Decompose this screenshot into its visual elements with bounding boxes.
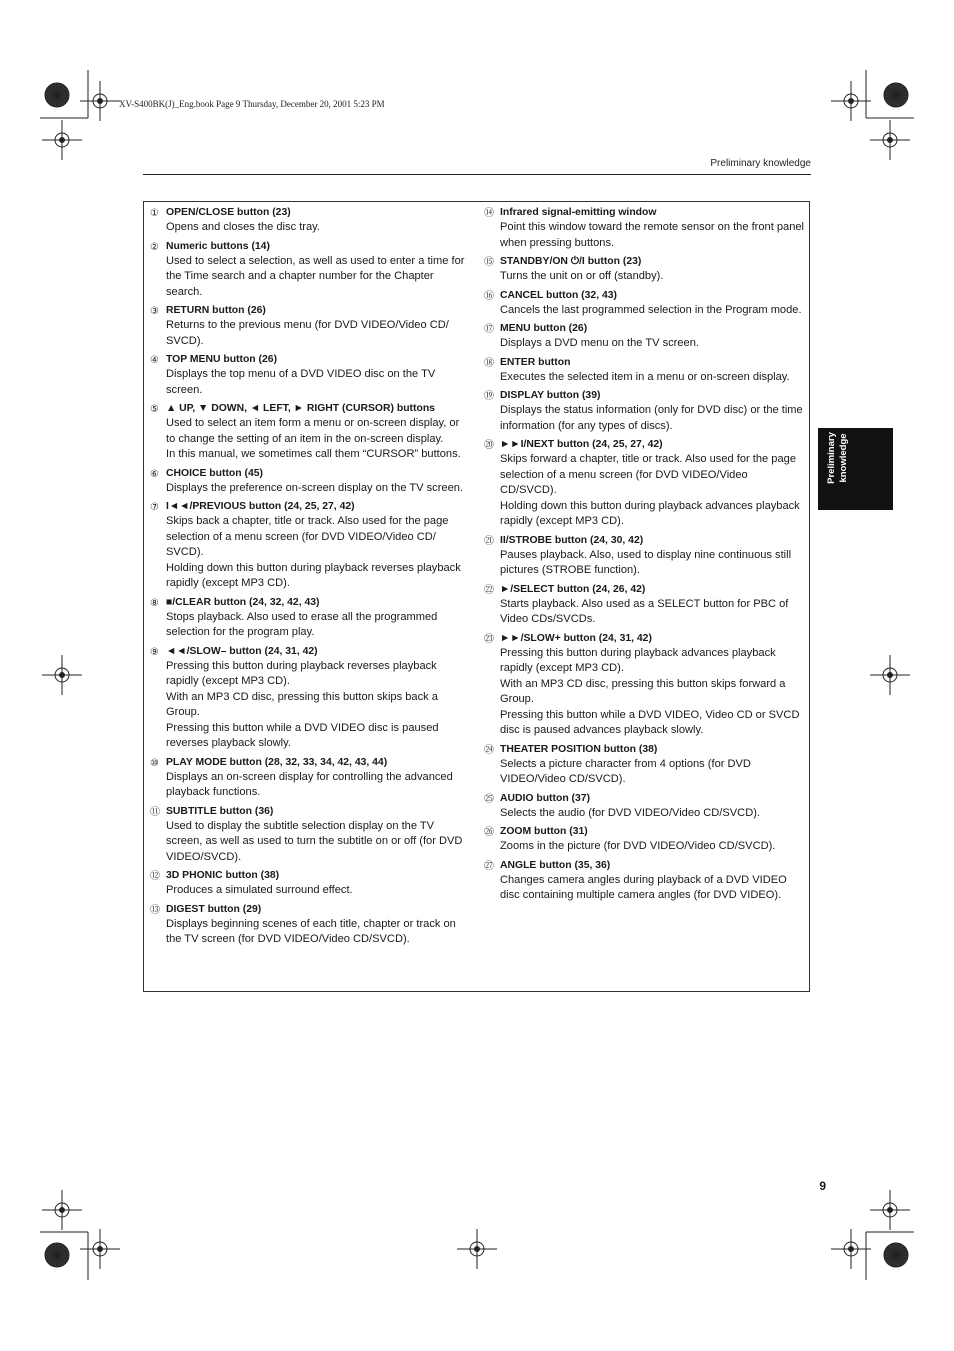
- list-item: [484, 289, 806, 319]
- item-number: ⑦: [150, 502, 159, 513]
- item-description: Pauses playback. Also, used to display nine continuous still pictures (STROBE function).: [500, 548, 792, 576]
- list-item: [150, 240, 470, 301]
- list-item: [150, 645, 470, 752]
- list-item: [150, 805, 470, 866]
- item-description: Displays beginning scenes of each title, chapter or track on the TV screen (for DVD VIDEO/Video CD/SVCD).: [166, 917, 456, 945]
- list-item: [150, 756, 470, 801]
- item-description: Turns the unit on or off (standby).: [500, 270, 664, 282]
- list-item: [484, 322, 806, 352]
- section-side-tab: [818, 428, 893, 510]
- button-descriptions-box: [143, 201, 810, 992]
- list-item: [484, 859, 806, 904]
- item-description: Opens and closes the disc tray.: [166, 221, 320, 233]
- item-description: Pressing this button during playback advances playback rapidly (except MP3 CD). With an MP3 CD disc, pressing this button skips forward a Group. Pressing this button while a DVD VIDEO, Video CD or SVCD disc is paused advances playback slowly.: [500, 646, 800, 736]
- list-item: [150, 206, 470, 236]
- item-title: 3D PHONIC button (38): [166, 870, 280, 881]
- item-title: DIGEST button (29): [166, 903, 262, 915]
- item-number: ⑬: [150, 904, 160, 916]
- list-item: [150, 500, 470, 592]
- item-number: ⑰: [484, 324, 494, 335]
- list-item: [484, 356, 806, 386]
- item-title: Numeric buttons (14): [166, 240, 270, 252]
- list-item: [150, 467, 470, 497]
- item-title: ENTER button: [500, 356, 571, 368]
- item-number: ②: [150, 241, 159, 253]
- item-number: ④: [150, 355, 159, 366]
- item-title: PLAY MODE button (28, 32, 33, 34, 42, 43, 44): [166, 756, 388, 768]
- item-number: ①: [150, 208, 159, 219]
- item-title: ANGLE button (35, 36): [500, 859, 611, 871]
- item-number: ③: [150, 306, 159, 317]
- item-description: Point this window toward the remote sensor on the front panel when pressing buttons.: [500, 221, 805, 249]
- list-item: [150, 402, 470, 463]
- list-item: [484, 632, 806, 739]
- item-number: ㉓: [484, 633, 494, 645]
- list-item: [150, 869, 470, 899]
- item-title: DISPLAY button (39): [500, 390, 601, 401]
- side-tab-line1: Preliminary: [826, 432, 837, 484]
- item-title: OPEN/CLOSE button (23): [166, 207, 291, 218]
- item-title: ►►/SLOW+ button (24, 31, 42): [500, 632, 652, 644]
- item-title: STANDBY/ON ⏻/I button (23): [500, 256, 642, 267]
- item-description: Displays a DVD menu on the TV screen.: [500, 337, 699, 349]
- item-title: TOP MENU button (26): [166, 354, 278, 365]
- item-description: Displays an on-screen display for controlling the advanced playback functions.: [166, 770, 453, 798]
- list-item: [484, 792, 806, 822]
- item-description: Used to display the subtitle selection display on the TV screen, as well as used to turn the subtitle on or off (for DVD VIDEO/SVCD).: [166, 819, 463, 863]
- item-title: ►/SELECT button (24, 26, 42): [500, 583, 646, 595]
- item-description: Skips back a chapter, title or track. Also used for the page selection of a menu screen (for DVD VIDEO/Video CD/ SVCD). Holding down this button during playback reverses playback rapidly (except MP3 CD).: [166, 515, 461, 589]
- left-column: [150, 206, 470, 952]
- item-title: RETURN button (26): [166, 305, 266, 316]
- list-item: [150, 903, 470, 948]
- item-description: Starts playback. Also used as a SELECT button for PBC of Video CDs/SVCDs.: [500, 597, 789, 625]
- item-title: ▲ UP, ▼ DOWN, ◄ LEFT, ► RIGHT (CURSOR) buttons: [166, 403, 435, 414]
- item-number: ⑥: [150, 468, 159, 480]
- header-rule: [143, 174, 811, 175]
- item-number: ⑯: [484, 290, 494, 302]
- item-description: Selects a picture character from 4 options (for DVD VIDEO/Video CD/SVCD).: [500, 757, 751, 785]
- item-number: ⑮: [484, 257, 494, 268]
- item-description: Skips forward a chapter, title or track. Also used for the page selection of a menu screen (for DVD VIDEO/Video CD/SVCD). Holding down this button during playback advances playback rapidly (except MP3 CD).: [500, 453, 800, 527]
- list-item: [484, 743, 806, 788]
- item-description: Displays the preference on-screen display on the TV screen.: [166, 481, 464, 494]
- item-description: Selects the audio (for DVD VIDEO/Video CD/SVCD).: [500, 806, 760, 819]
- list-item: [484, 825, 806, 855]
- item-number: ㉒: [484, 584, 494, 596]
- list-item: [484, 583, 806, 628]
- right-column: [484, 206, 806, 908]
- list-item: [484, 206, 806, 251]
- list-item: [484, 534, 806, 579]
- list-item: [484, 255, 806, 285]
- item-title: II/STROBE button (24, 30, 42): [500, 534, 644, 546]
- item-title: I◄◄/PREVIOUS button (24, 25, 27, 42): [166, 501, 355, 512]
- item-description: Produces a simulated surround effect.: [166, 884, 353, 896]
- item-title: SUBTITLE button (36): [166, 805, 274, 817]
- item-title: CANCEL button (32, 43): [500, 289, 617, 301]
- item-number: ⑨: [150, 646, 159, 658]
- item-description: Used to select a selection, as well as used to enter a time for the Time search and a chapter number for the Chapter search.: [166, 254, 465, 298]
- item-title: CHOICE button (45): [166, 467, 263, 479]
- item-title: THEATER POSITION button (38): [500, 743, 658, 755]
- item-description: Cancels the last programmed selection in the Program mode.: [500, 303, 802, 316]
- item-description: Changes camera angles during playback of a DVD VIDEO disc containing multiple camera angles (for DVD VIDEO).: [500, 873, 787, 901]
- item-description: Zooms in the picture (for DVD VIDEO/Video CD/SVCD).: [500, 840, 776, 852]
- item-number: ⑪: [150, 806, 160, 818]
- item-number: ㉕: [484, 793, 494, 805]
- item-description: Pressing this button during playback reverses playback rapidly (except MP3 CD). With an MP3 CD disc, pressing this button skips back a Group. Pressing this button while a DVD VIDEO disc is paused reverses playback slowly.: [166, 659, 439, 749]
- item-title: ◄◄/SLOW– button (24, 31, 42): [166, 645, 318, 657]
- item-title: MENU button (26): [500, 323, 588, 334]
- item-description: Used to select an item form a menu or on-screen display, or to change the setting of an item in the on-screen display. In this manual, we sometimes call them “CURSOR” buttons.: [166, 417, 461, 460]
- page-number: 9: [819, 1179, 826, 1193]
- item-number: ⑤: [150, 404, 159, 415]
- print-info-line: XV-S400BK(J)_Eng.book Page 9 Thursday, December 20, 2001 5:23 PM: [119, 99, 385, 109]
- list-item: [484, 389, 806, 434]
- item-title: Infrared signal-emitting window: [500, 207, 657, 218]
- item-number: ⑱: [484, 357, 494, 369]
- item-number: ⑫: [150, 871, 160, 882]
- item-description: Returns to the previous menu (for DVD VIDEO/Video CD/ SVCD).: [166, 319, 449, 347]
- item-number: ㉗: [484, 860, 494, 872]
- item-number: ⑩: [150, 757, 159, 769]
- item-title: ■/CLEAR button (24, 32, 42, 43): [166, 596, 320, 608]
- item-description: Displays the top menu of a DVD VIDEO disc on the TV screen.: [166, 368, 436, 396]
- side-tab-line2: knowledge: [838, 433, 849, 483]
- item-number: ⑭: [484, 208, 494, 219]
- list-item: [150, 304, 470, 349]
- item-number: ⑳: [484, 440, 494, 451]
- list-item: [150, 596, 470, 641]
- item-number: ㉔: [484, 744, 494, 756]
- item-description: Executes the selected item in a menu or on-screen display.: [500, 370, 790, 383]
- item-title: ZOOM button (31): [500, 826, 588, 837]
- item-description: Displays the status information (only for DVD disc) or the time information (for any types of discs).: [500, 404, 803, 432]
- item-number: ㉖: [484, 827, 494, 838]
- item-description: Stops playback. Also used to erase all the programmed selection for the program play.: [166, 610, 438, 638]
- list-item: [150, 353, 470, 398]
- item-number: ⑧: [150, 597, 159, 609]
- item-number: ⑲: [484, 391, 494, 402]
- list-item: [484, 438, 806, 530]
- item-number: ㉑: [484, 535, 494, 547]
- item-title: AUDIO button (37): [500, 792, 591, 804]
- running-head: Preliminary knowledge: [710, 158, 811, 169]
- item-title: ►►I/NEXT button (24, 25, 27, 42): [500, 439, 663, 450]
